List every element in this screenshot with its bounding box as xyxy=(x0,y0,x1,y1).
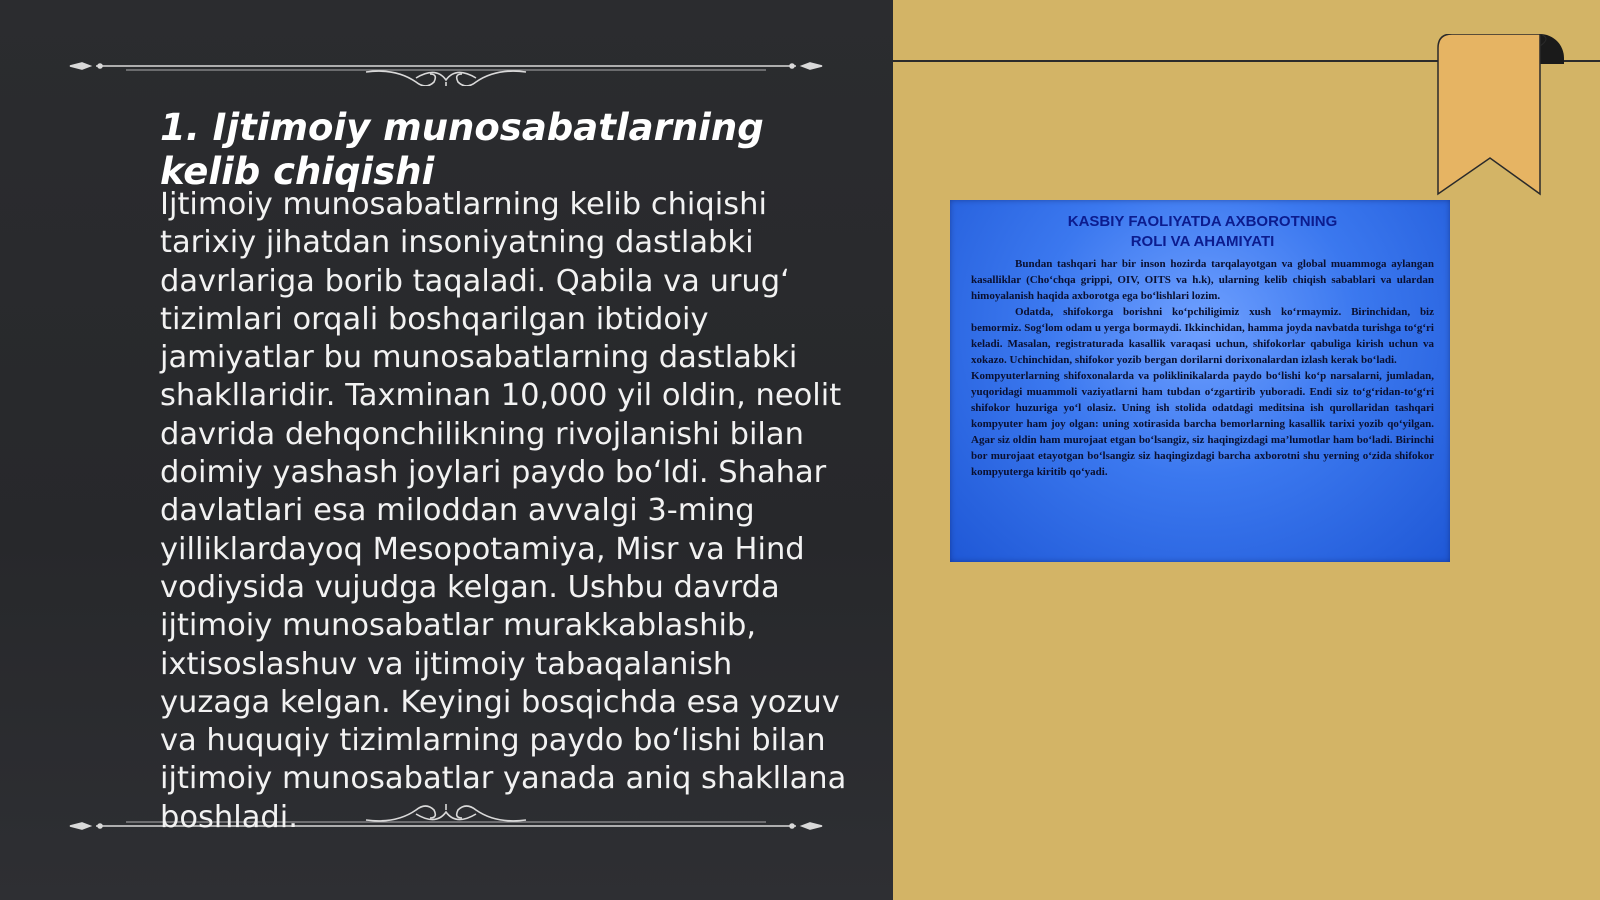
bookmark-ribbon-icon xyxy=(1430,34,1570,200)
slide-body-text: Ijtimoiy munosabatlarning kelib chiqishi tarixiy jihatdan insoniyatning dastlabki davrlariga borib taqaladi. Qabila va urug‘ tizimlari orqali boshqarilgan ibtidoiy jamiyatlar bu munosabatlarning dastlabki shakllaridir. Taxminan 10,000 yil oldin, neolit davrida dehqonchilikning rivojlanishi bilan doimiy yashash joylari paydo bo‘ldi. Shahar davlatlari esa miloddan avvalgi 3-ming yilliklardayoq Mesopotamiya, Misr va Hind vodiysida vujudga kelgan. Ushbu davrda ijtimoiy munosabatlar murakkablashib, ixtisoslashuv va ijtimoiy tabaqalanish yuzaga kelgan. Keyingi bosqichda esa yozuv va huquqiy tizimlarning paydo bo‘lishi bilan ijtimoiy munosabatlar yanada aniq shakllana boshladi. xyxy=(160,187,847,835)
document-paragraph: Bundan tashqari har bir inson hozirda tarqalayotgan va global muammoga aylangan kasalliklar (Cho‘chqa grippi, OIV, OITS va h.k), ularning kelib chiqish sabablari va ulardan himoyalanish haqida axborotga ega bo‘lishlari lozim. xyxy=(971,258,1434,302)
document-paragraph: Odatda, shifokorga borishni ko‘pchiligimiz xush ko‘rmaymiz. Birinchidan, biz bemormiz. Sog‘lom odam u yerga bormaydi. Ikkinchidan, hamma joyda navbatda turishga to‘g‘ri keladi. Masalan, registraturada kasallik varaqasi uchun, shifokorlar qabuliga kirish uchun va xokazo. Uchinchidan, shifokor yozib bergan dorilarni dorixonalardan izlash kerak bo‘ladi. xyxy=(971,306,1434,366)
document-heading xyxy=(971,212,1434,252)
document-paragraph: Kompyuterlarning shifoxonalarda va poliklinikalarda paydo bo‘lishi ko‘p narsalarni, jumladan, yuqoridagi muammoli vaziyatlarni ham tubdan o‘zgartirib yuboradi. Endi siz to‘g‘ridan-to‘g‘ri shifokor huzuriga yo‘l olasiz. Uning ish stolida odatdagi meditsina ish qurollaridan tashqari kompyuter ham joy olgan: uning xotirasida barcha bemorlarning kasallik tarixi yozib qo‘yilgan. Agar siz oldin ham murojaat etgan bo‘lsangiz, siz haqingizdagi ma’lumotlar ham bo‘ladi. Birinchi bor murojaat etayotgan bo‘lsangiz siz haqingizdagi barcha axborotni shu yerning o‘zida shifokor kompyuterga kiritib qo‘yadi. xyxy=(971,370,1434,478)
ornamental-divider-icon xyxy=(66,46,826,86)
document-heading-line-2: ROLI VA AHAMIYATI xyxy=(1130,233,1275,250)
slide-title: 1. Ijtimoiy munosabatlarning kelib chiqishi xyxy=(160,106,764,193)
document-image xyxy=(950,200,1450,562)
document-heading-line-1: KASBIY FAOLIYATDA AXBOROTNING xyxy=(1067,213,1338,230)
